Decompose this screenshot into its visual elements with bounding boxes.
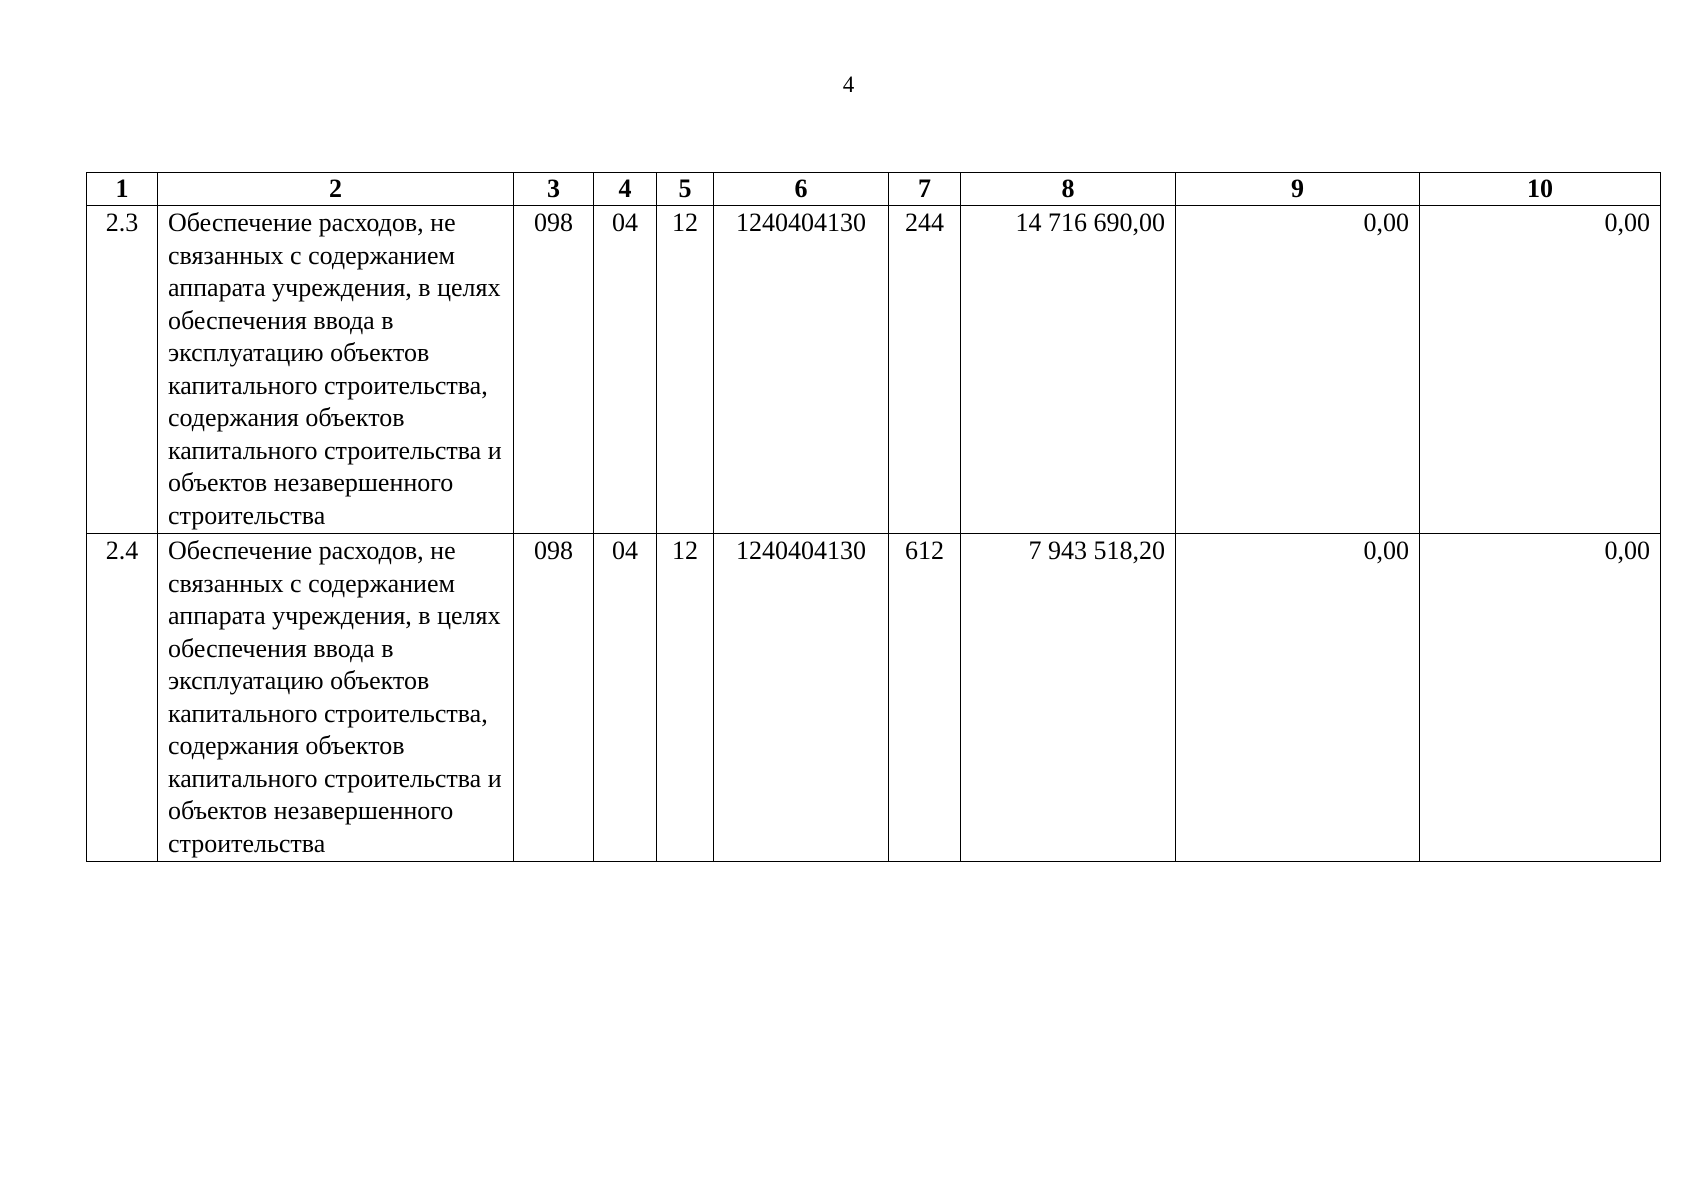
cell-col6: 1240404130	[714, 534, 889, 862]
cell-col4: 04	[594, 534, 657, 862]
header-cell: 7	[889, 173, 961, 206]
cell-col3: 098	[514, 206, 594, 534]
cell-col3: 098	[514, 534, 594, 862]
cell-col10: 0,00	[1420, 534, 1661, 862]
row-number: 2.4	[87, 534, 158, 862]
header-cell: 9	[1176, 173, 1420, 206]
cell-col9: 0,00	[1176, 534, 1420, 862]
row-number: 2.3	[87, 206, 158, 534]
header-cell: 4	[594, 173, 657, 206]
page-number: 4	[842, 72, 855, 97]
budget-table	[86, 172, 1661, 862]
cell-col8: 7 943 518,20	[961, 534, 1176, 862]
row-description: Обеспечение расходов, не связанных с содержанием аппарата учреждения, в целях обеспечения ввода в эксплуатацию объектов капитального строительства, содержания объектов капитального строительства и объектов незавершенного строительства	[158, 206, 514, 534]
cell-col7: 244	[889, 206, 961, 534]
table-row	[87, 206, 1661, 534]
header-cell: 6	[714, 173, 889, 206]
header-cell: 1	[87, 173, 158, 206]
cell-col7: 612	[889, 534, 961, 862]
header-cell: 8	[961, 173, 1176, 206]
cell-col5: 12	[657, 206, 714, 534]
row-description: Обеспечение расходов, не связанных с содержанием аппарата учреждения, в целях обеспечения ввода в эксплуатацию объектов капитального строительства, содержания объектов капитального строительства и объектов незавершенного строительства	[158, 534, 514, 862]
header-cell: 3	[514, 173, 594, 206]
cell-col5: 12	[657, 534, 714, 862]
cell-col9: 0,00	[1176, 206, 1420, 534]
cell-col8: 14 716 690,00	[961, 206, 1176, 534]
header-cell: 5	[657, 173, 714, 206]
cell-col10: 0,00	[1420, 206, 1661, 534]
header-cell: 2	[158, 173, 514, 206]
header-cell: 10	[1420, 173, 1661, 206]
header-row	[87, 173, 1661, 206]
cell-col4: 04	[594, 206, 657, 534]
cell-col6: 1240404130	[714, 206, 889, 534]
table-row	[87, 534, 1661, 862]
